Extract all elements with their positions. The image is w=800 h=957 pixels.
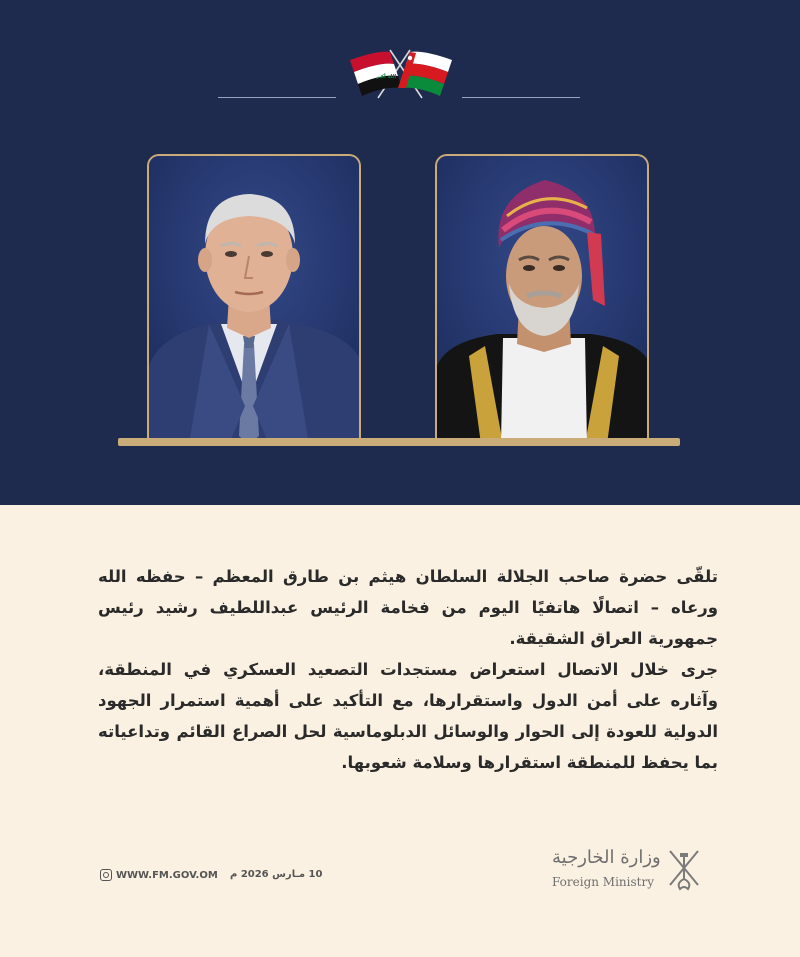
- svg-text:الله أكبر: الله أكبر: [376, 74, 397, 80]
- divider-right: [462, 97, 580, 98]
- portrait-frame-iraq-president: [147, 154, 361, 442]
- instagram-icon: [100, 869, 112, 881]
- website-link[interactable]: [100, 869, 218, 881]
- website-text: WWW.FM.GOV.OM: [116, 870, 218, 881]
- article-text: [98, 561, 718, 778]
- iraq-flag-icon: [350, 52, 402, 96]
- logo-arabic: وزارة الخارجية: [552, 847, 661, 868]
- portrait-shelf: [118, 438, 680, 446]
- crossed-flags-icon: [340, 40, 460, 104]
- divider-left: [218, 97, 336, 98]
- foreign-ministry-logo: [548, 845, 708, 895]
- date-label: 10 مـارس 2026 م: [230, 869, 323, 880]
- portrait-frame-sultan: [435, 154, 649, 442]
- portrait-iraq-president: [149, 156, 361, 442]
- oman-emblem-icon: [664, 845, 704, 893]
- portrait-sultan: [437, 156, 649, 442]
- article-paragraph-1: تلقّى حضرة صاحب الجلالة السلطان هيثم بن طارق المعظم – حفظه الله ورعاه – اتصالًا هاتفيًا اليوم من فخامة الرئيس عبداللطيف رشيد رئيس جمهورية العراق الشقيقة.: [98, 567, 718, 648]
- article-paragraph-2: جرى خلال الاتصال استعراض مستجدات التصعيد العسكري في المنطقة، وآثاره على أمن الدول واستقرارها، مع التأكيد على أهمية استمرار الجهود الدولية للعودة إلى الحوار والوسائل الدبلوماسية لحل الصراع القائم وتداعياته بما يحفظ للمنطقة استقرارها وسلامة شعوبها.: [98, 660, 718, 772]
- oman-flag-icon: [398, 52, 452, 96]
- logo-english: Foreign Ministry: [552, 875, 654, 889]
